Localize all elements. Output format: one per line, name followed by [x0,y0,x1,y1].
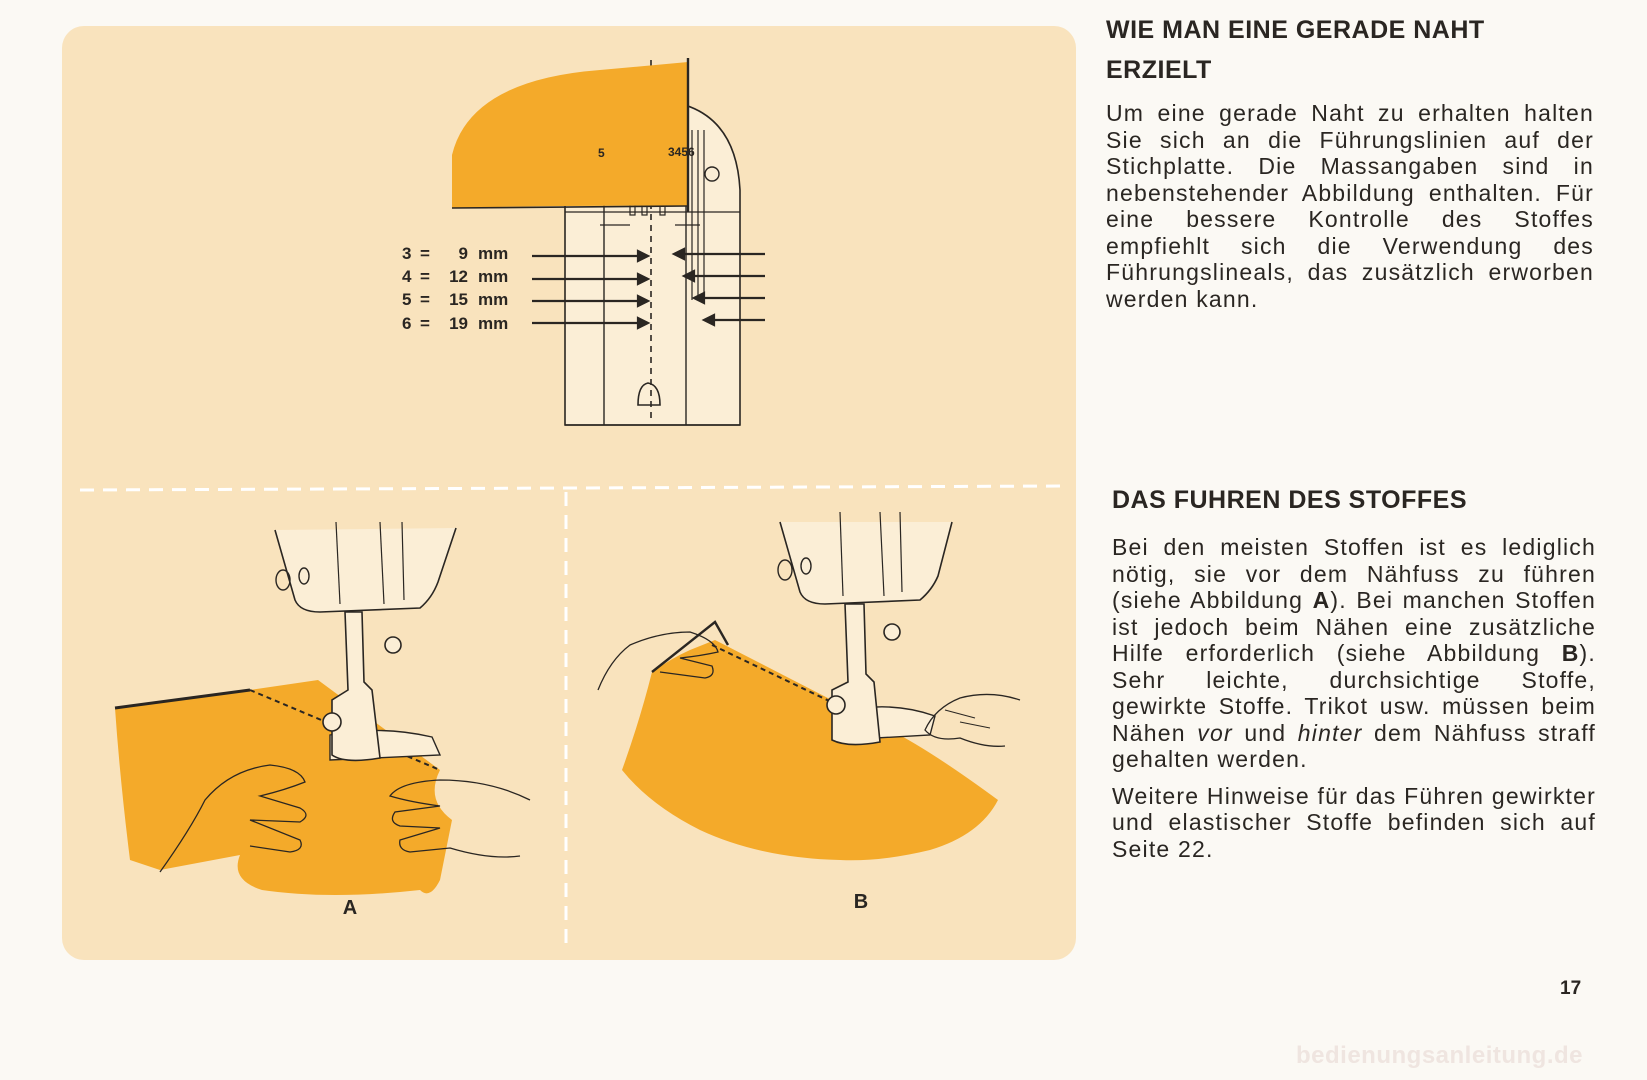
emphasis: vor [1197,719,1233,746]
separator-horizontal [80,486,1068,490]
measurement-value: 19 [449,314,468,333]
plate-mark-5: 5 [598,146,605,160]
emphasis: hinter [1297,719,1363,746]
figure-ref-b: B [1561,640,1580,666]
figure-b-label: B [853,891,869,913]
text-run: ). Sehr leichte, durchsichtige Stoffe, gewirkte Stoffe. Trikot usw. müssen beim Nähen [1112,640,1596,746]
figure-ref-a: A [1312,587,1331,613]
stitch-plate-diagram [402,58,765,425]
figure-a [115,522,530,919]
section-paragraph [1112,534,1596,773]
section-guiding-fabric [1112,480,1596,862]
figure-b [598,512,1020,913]
page-number: 17 [1560,978,1582,999]
watermark: bedienungsanleitung.de [1296,1042,1584,1069]
section-paragraph: Um eine gerade Naht zu erhalten halten Sie sich an die Führungslinien auf der Stichplatte. Die Massangaben sind in nebenstehender Abbildung enthalten. Für eine bessere Kontrolle des Stoffes empfiehlt sich die Verwendung des Führungslineals, das zusätzlich erworben werden kann. [1106,100,1594,312]
measurement-eq: = [420,244,430,263]
text-run: dem Nähfuss straff gehalten werden. [1112,719,1596,772]
plate-mark-3456: 3456 [668,145,695,159]
section-straight-seam [1106,10,1594,312]
measurement-value: 15 [449,290,468,309]
measurement-unit: mm [478,244,509,263]
measurement-unit: mm [478,267,509,286]
measurement-line-number: 4 [402,267,412,286]
text-run: Bei den meisten Stoffen ist es lediglich nötig, sie vor dem Nähfuss zu führen (siehe Abbildung [1112,534,1596,613]
measurement-value: 12 [449,267,468,286]
measurement-list [402,244,508,333]
section-heading: WIE MAN EINE GERADE NAHT ERZIELT [1106,16,1485,84]
measurement-value: 9 [458,244,468,263]
measurement-line-number: 6 [402,314,412,333]
measurement-unit: mm [478,290,509,309]
text-run: ). Bei manchen Stoffen ist jedoch beim Nähen eine zusätzliche Hilfe erforderlich (siehe Abbildung [1112,587,1596,666]
section-paragraph-note: Weitere Hinweise für das Führen gewirkter und elastischer Stoffe befinden sich auf Seite 22. [1112,782,1596,862]
measurement-eq: = [420,290,430,309]
measurement-eq: = [420,267,430,286]
section-heading: DAS FUHREN DES STOFFES [1112,486,1468,514]
figure-a-label: A [342,897,358,919]
text-run: und [1232,719,1298,746]
measurement-eq: = [420,314,430,333]
measurement-line-number: 5 [402,290,412,309]
measurement-unit: mm [478,314,509,333]
measurement-line-number: 3 [402,244,412,263]
